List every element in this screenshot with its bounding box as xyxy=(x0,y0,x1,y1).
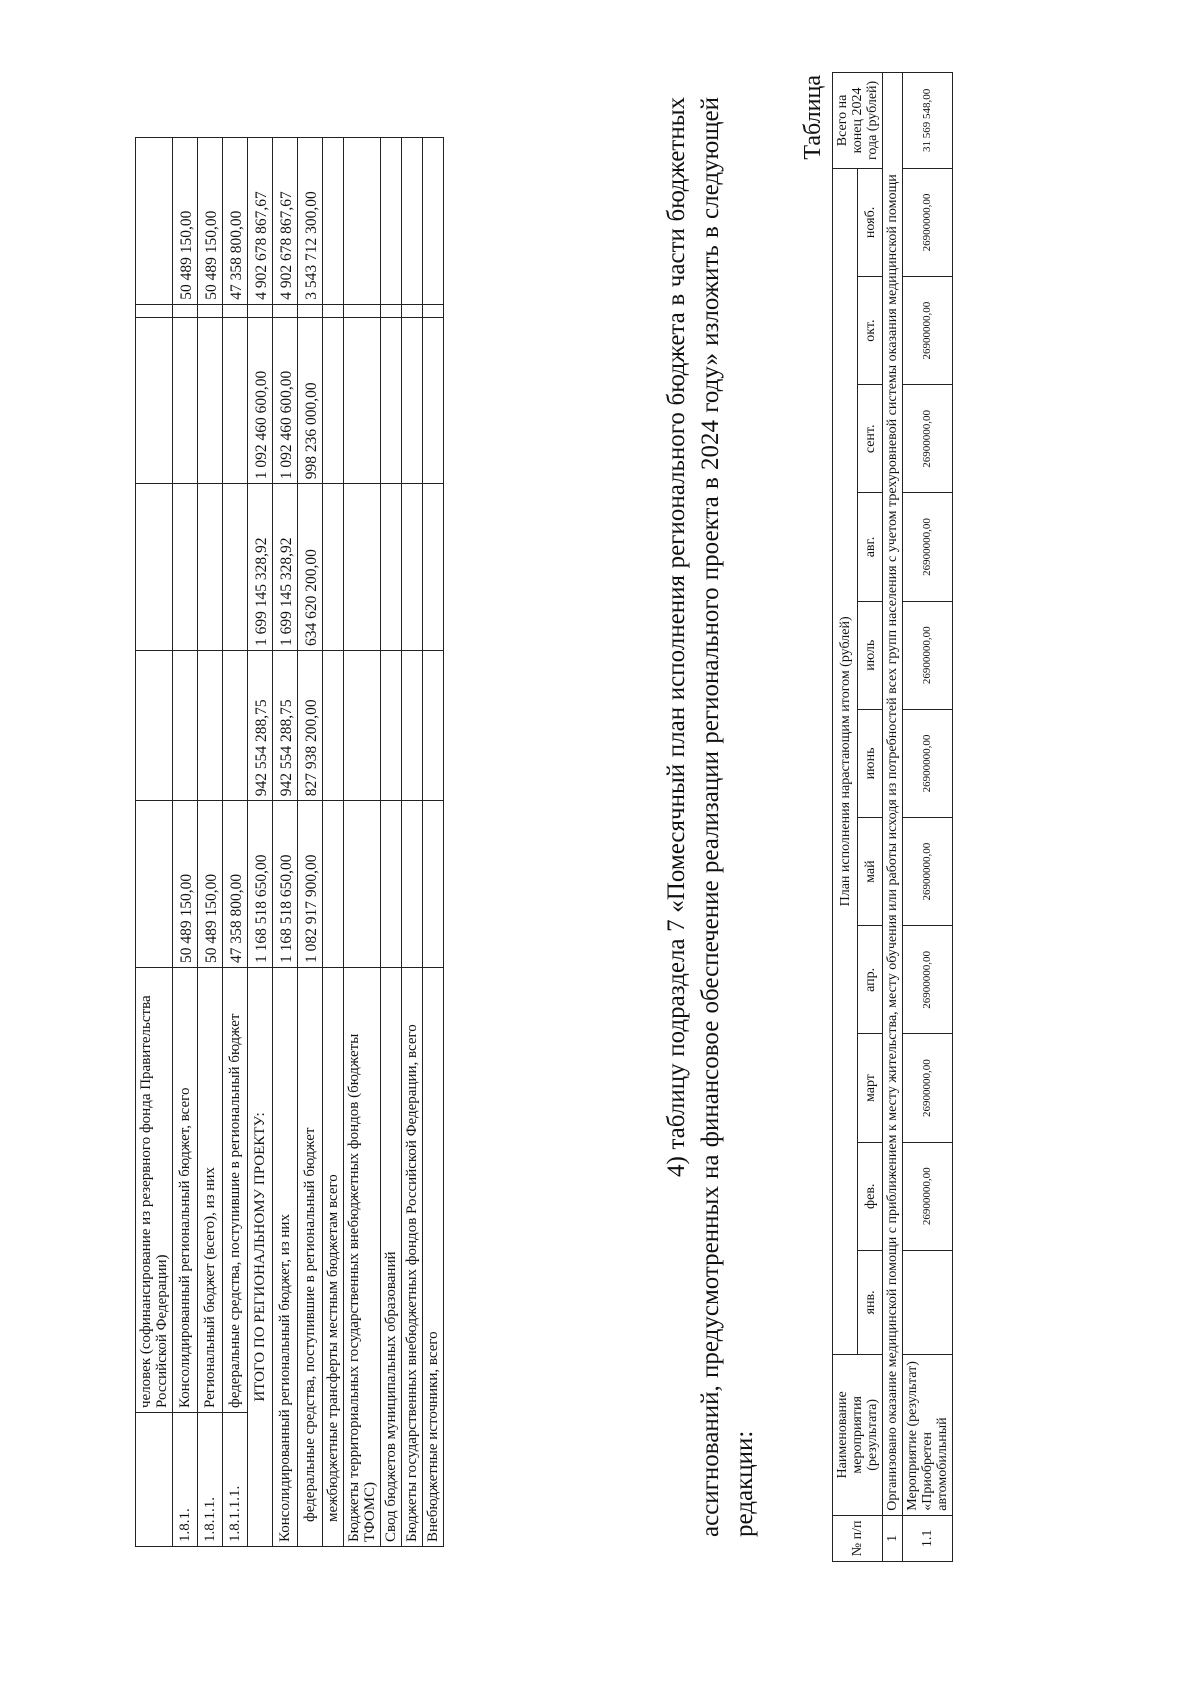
value-cell xyxy=(223,651,248,801)
value-cell: 50 489 150,00 xyxy=(173,801,198,968)
value-cell xyxy=(423,651,444,801)
table-caption: Таблица xyxy=(800,75,826,160)
value-cell xyxy=(198,317,223,484)
table-row xyxy=(323,138,344,1547)
row-label: Свод бюджетов муниципальных образований xyxy=(381,968,402,1547)
value-cell: 1 092 460 600,00 xyxy=(248,317,273,484)
value-cell xyxy=(298,304,323,317)
value-cell xyxy=(381,801,402,968)
value-cell xyxy=(136,484,173,651)
row-label: Бюджеты государственных внебюджетных фондов Российской Федерации, всего xyxy=(402,968,423,1547)
value-cell xyxy=(323,317,344,484)
row-label: Консолидированный региональный бюджет, из них xyxy=(273,968,298,1547)
value-cell xyxy=(136,138,173,305)
value-cell: 634 620 200,00 xyxy=(298,484,323,651)
value-cell xyxy=(402,484,423,651)
value-cell xyxy=(136,651,173,801)
month-value: 26900000,00 xyxy=(903,1034,953,1142)
budget-table xyxy=(135,137,444,1547)
section-num: 1 xyxy=(883,1515,903,1561)
table-row xyxy=(198,138,223,1547)
value-cell: 50 489 150,00 xyxy=(198,801,223,968)
value-cell xyxy=(173,304,198,317)
value-cell: 1 082 917 900,00 xyxy=(298,801,323,968)
row-name: Мероприятие (результат) «Приобретен автомобильный xyxy=(903,1354,953,1515)
month-value: 26900000,00 xyxy=(903,818,953,926)
table-row xyxy=(903,73,953,1562)
value-cell: 827 938 200,00 xyxy=(298,651,323,801)
value-cell xyxy=(198,304,223,317)
table-row xyxy=(273,138,298,1547)
value-cell xyxy=(223,304,248,317)
value-cell xyxy=(381,651,402,801)
row-label: Бюджеты территориальных государственных внебюджетных фондов (бюджеты ТФОМС) xyxy=(344,968,381,1547)
value-cell xyxy=(198,484,223,651)
value-cell xyxy=(248,304,273,317)
row-label: человек (софинансирование из резервного фонда Правительства Российской Федерации) xyxy=(136,968,173,1413)
value-cell xyxy=(323,138,344,305)
table-row xyxy=(248,138,273,1547)
row-number: 1.8.1.1.1. xyxy=(223,1413,248,1547)
header-total: Всего на конец 2024 года (рублей) xyxy=(833,73,883,169)
row-number: 1.8.1.1. xyxy=(198,1413,223,1547)
month-value: 26900000,00 xyxy=(903,493,953,601)
month-value: 26900000,00 xyxy=(903,709,953,817)
value-cell xyxy=(423,801,444,968)
value-cell: 1 699 145 328,92 xyxy=(273,484,298,651)
value-cell xyxy=(381,304,402,317)
value-cell xyxy=(344,484,381,651)
value-cell xyxy=(344,138,381,305)
value-cell: 1 092 460 600,00 xyxy=(273,317,298,484)
month-header: май xyxy=(858,818,883,926)
value-cell xyxy=(381,317,402,484)
row-label: Региональный бюджет (всего), из них xyxy=(198,968,223,1413)
value-cell: 47 358 800,00 xyxy=(223,801,248,968)
month-value: 26900000,00 xyxy=(903,601,953,709)
value-cell xyxy=(344,317,381,484)
value-cell xyxy=(323,801,344,968)
row-number: 1.8.1. xyxy=(173,1413,198,1547)
table-row xyxy=(402,138,423,1547)
value-cell xyxy=(402,304,423,317)
value-cell: 1 699 145 328,92 xyxy=(248,484,273,651)
value-cell xyxy=(173,651,198,801)
table-row xyxy=(423,138,444,1547)
month-header: июнь xyxy=(858,709,883,817)
row-label: межбюджетные трансферты местным бюджетам всего xyxy=(323,968,344,1547)
value-cell xyxy=(273,304,298,317)
value-cell: 4 902 678 867,67 xyxy=(248,138,273,305)
value-cell xyxy=(344,801,381,968)
value-cell xyxy=(198,651,223,801)
month-value: 26900000,00 xyxy=(903,277,953,385)
table-row xyxy=(136,138,173,1547)
value-cell xyxy=(223,484,248,651)
value-cell: 942 554 288,75 xyxy=(248,651,273,801)
row-number: 1.1 xyxy=(903,1515,953,1561)
month-header: нояб. xyxy=(858,168,883,276)
header-plan: План исполнения нарастающим итогом (рублей) xyxy=(833,168,858,1354)
month-header: март xyxy=(858,1034,883,1142)
row-label: ИТОГО ПО РЕГИОНАЛЬНОМУ ПРОЕКТУ: xyxy=(248,968,273,1547)
value-cell xyxy=(402,317,423,484)
instruction-paragraph xyxy=(660,97,762,1537)
table-row xyxy=(223,138,248,1547)
value-cell: 3 543 712 300,00 xyxy=(298,138,323,305)
value-cell: 47 358 800,00 xyxy=(223,138,248,305)
value-cell xyxy=(402,651,423,801)
total-value: 31 569 548,00 xyxy=(903,73,953,169)
row-label: Внебюджетные источники, всего xyxy=(423,968,444,1547)
value-cell: 998 236 000,00 xyxy=(298,317,323,484)
monthly-plan-table xyxy=(832,72,953,1562)
month-value: 26900000,00 xyxy=(903,168,953,276)
month-header: июль xyxy=(858,601,883,709)
header-num: № п/п xyxy=(833,1515,883,1561)
table-row xyxy=(381,138,402,1547)
month-header: авг. xyxy=(858,493,883,601)
value-cell xyxy=(136,801,173,968)
value-cell xyxy=(223,317,248,484)
table-row xyxy=(173,138,198,1547)
table-row xyxy=(344,138,381,1547)
value-cell xyxy=(402,138,423,305)
row-label: федеральные средства, поступившие в региональный бюджет xyxy=(298,968,323,1547)
value-cell: 50 489 150,00 xyxy=(173,138,198,305)
value-cell xyxy=(381,138,402,305)
value-cell: 1 168 518 650,00 xyxy=(248,801,273,968)
value-cell xyxy=(423,484,444,651)
value-cell xyxy=(344,651,381,801)
month-header: янв. xyxy=(858,1250,883,1354)
month-header: окт. xyxy=(858,277,883,385)
month-value: 26900000,00 xyxy=(903,926,953,1034)
table-row xyxy=(298,138,323,1547)
section-row xyxy=(883,73,903,1562)
row-label: федеральные средства, поступившие в региональный бюджет xyxy=(223,968,248,1413)
row-number xyxy=(136,1413,173,1547)
value-cell xyxy=(423,304,444,317)
month-value: 26900000,00 xyxy=(903,385,953,493)
value-cell xyxy=(381,484,402,651)
month-header: апр. xyxy=(858,926,883,1034)
value-cell xyxy=(344,304,381,317)
month-value xyxy=(903,1250,953,1354)
value-cell: 4 902 678 867,67 xyxy=(273,138,298,305)
value-cell xyxy=(402,801,423,968)
value-cell: 1 168 518 650,00 xyxy=(273,801,298,968)
month-header: фев. xyxy=(858,1142,883,1250)
value-cell xyxy=(136,304,173,317)
section-text: Организовано оказание медицинской помощи с приближением к месту жительства, месту обучения или работы исходя из потребностей всех групп населения с учетом трехуровневой системы оказания медицинской помощи xyxy=(883,73,903,1516)
instruction-text: 4) таблицу подраздела 7 «Помесячный план исполнения регионального бюджета в части бюджетных ассигнований, предусмотренных на финансовое обеспечение реализации регионального проекта в 2024 году» изложить в следующей редакции: xyxy=(663,97,758,1537)
value-cell xyxy=(323,651,344,801)
value-cell xyxy=(423,138,444,305)
header-name: Наименование мероприятия (результата) xyxy=(833,1354,883,1515)
value-cell xyxy=(173,317,198,484)
month-header: сент. xyxy=(858,385,883,493)
value-cell xyxy=(323,304,344,317)
value-cell xyxy=(323,484,344,651)
month-value: 26900000,00 xyxy=(903,1142,953,1250)
value-cell xyxy=(173,484,198,651)
value-cell xyxy=(136,317,173,484)
value-cell xyxy=(423,317,444,484)
value-cell: 50 489 150,00 xyxy=(198,138,223,305)
row-label: Консолидированный региональный бюджет, всего xyxy=(173,968,198,1413)
value-cell: 942 554 288,75 xyxy=(273,651,298,801)
